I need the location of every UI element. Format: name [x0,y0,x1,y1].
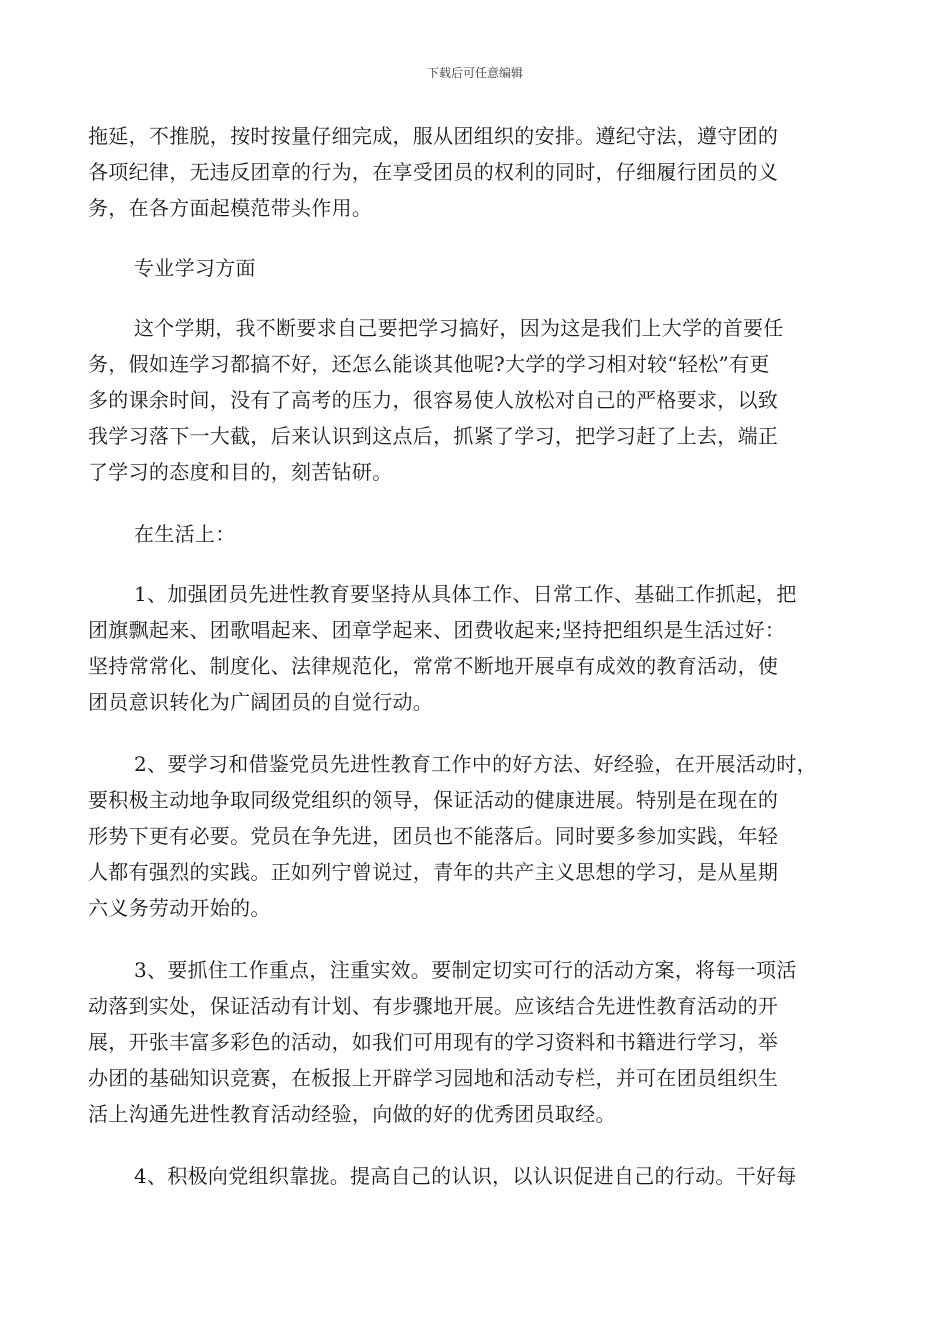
text-line: 拖延，不推脱，按时按量仔细完成，服从团组织的安排。遵纪守法，遵守团的 [88,124,779,148]
text-line: 六义务劳动开始的。 [88,896,271,920]
text-line: 多的课余时间，没有了高考的压力，很容易使人放松对自己的严格要求，以致 [88,388,779,412]
text-line: 1、加强团员先进性教育要坚持从具体工作、日常工作、基础工作抓起，把 [134,582,797,606]
text-line: 动落到实处，保证活动有计划、有步骤地开展。应该结合先进性教育活动的开 [88,994,779,1018]
section-heading: 专业学习方面 [134,256,256,280]
text-line: 团旗飘起来、团歌唱起来、团章学起来、团费收起来;坚持把组织是生活过好： [88,618,786,642]
text-line: 办团的基础知识竞赛，在板报上开辟学习园地和活动专栏，并可在团员组织生 [88,1066,779,1090]
text-line: 务，在各方面起模范带头作用。 [88,196,373,220]
section-heading: 在生活上： [134,522,236,546]
text-line: 这个学期，我不断要求自己要把学习搞好，因为这是我们上大学的首要任 [134,316,784,340]
text-line: 坚持常常化、制度化、法律规范化，常常不断地开展卓有成效的教育活动，使 [88,654,779,678]
text-line: 4、积极向党组织靠拢。提高自己的认识，以认识促进自己的行动。干好每 [134,1164,797,1188]
text-line: 各项纪律，无违反团章的行为，在享受团员的权利的同时，仔细履行团员的义 [88,160,779,184]
text-line: 人都有强烈的实践。正如列宁曾说过，青年的共产主义思想的学习，是从星期 [88,860,779,884]
text-line: 要积极主动地争取同级党组织的领导，保证活动的健康进展。特别是在现在的 [88,788,779,812]
text-line: 3、要抓住工作重点，注重实效。要制定切实可行的活动方案，将每一项活 [134,958,797,982]
text-line: 务，假如连学习都搞不好，还怎么能谈其他呢?大学的学习相对较“轻松”有更 [88,352,770,376]
text-line: 2、要学习和借鉴党员先进性教育工作中的好方法、好经验，在开展活动时， [134,752,817,776]
page-header: 下载后可任意编辑 [426,66,523,80]
text-line: 展，开张丰富多彩色的活动，如我们可用现有的学习资料和书籍进行学习，举 [88,1030,779,1054]
text-line: 了学习的态度和目的，刻苦钻研。 [88,460,393,484]
text-line: 团员意识转化为广阔团员的自觉行动。 [88,690,434,714]
text-line: 活上沟通先进性教育活动经验，向做的好的优秀团员取经。 [88,1102,616,1126]
text-line: 我学习落下一大截，后来认识到这点后，抓紧了学习，把学习赶了上去，端正 [88,424,779,448]
text-line: 形势下更有必要。党员在争先进，团员也不能落后。同时要多参加实践，年轻 [88,824,779,848]
